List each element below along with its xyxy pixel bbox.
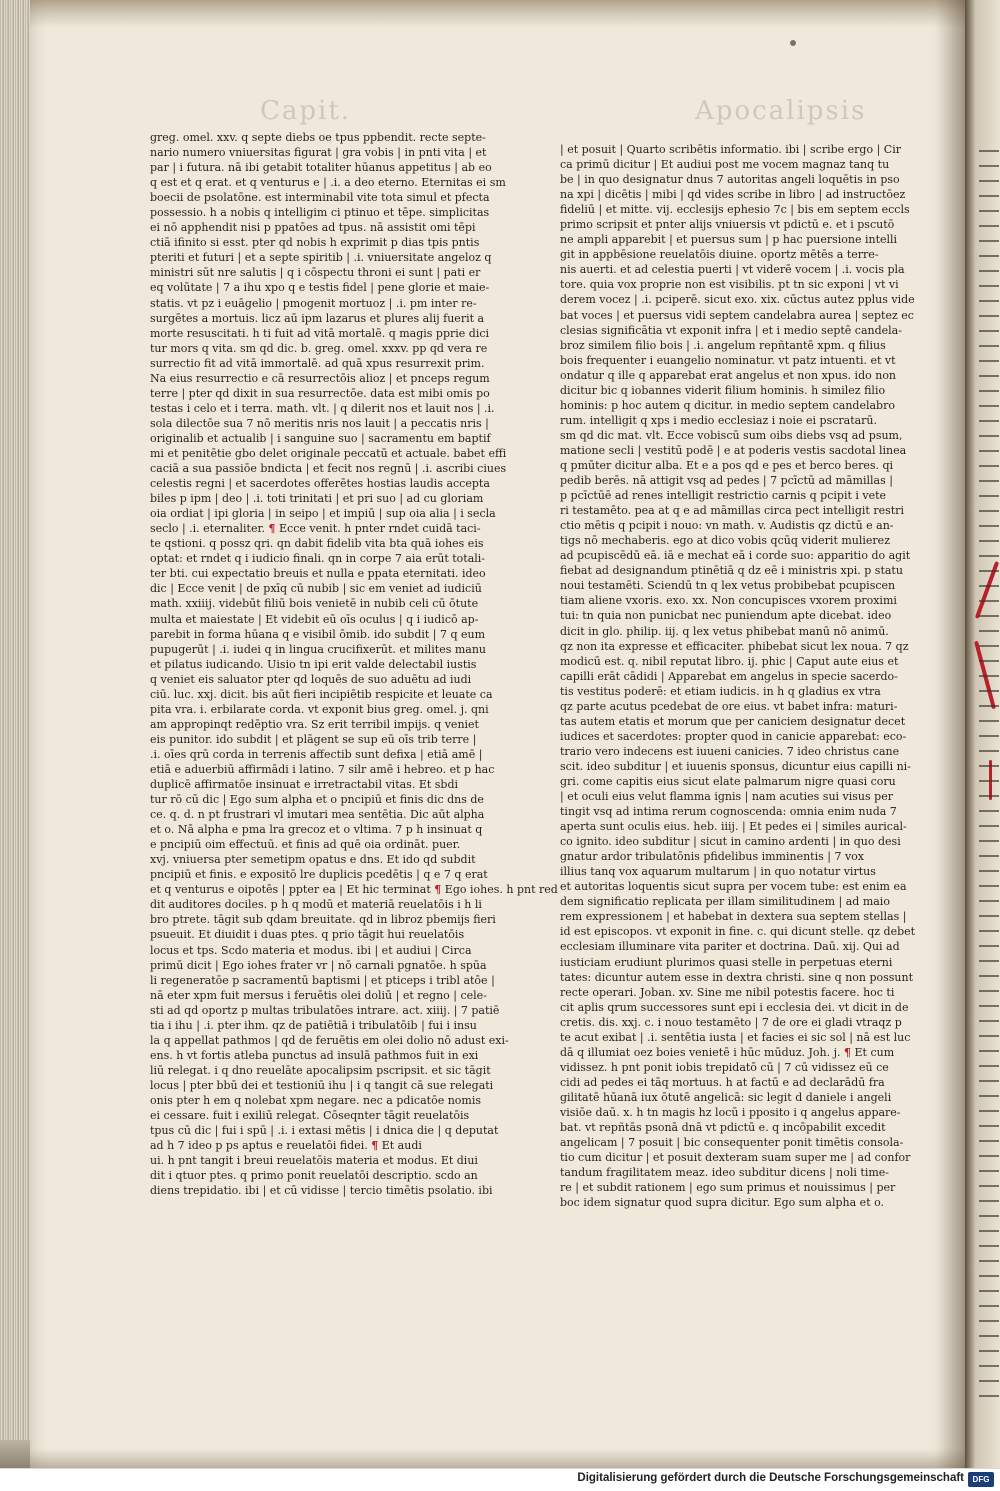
text-line: noui testamēti. Sciendū tn q lex vetus probibebat pcupiscen <box>560 579 896 593</box>
next-page-text-line <box>979 360 999 362</box>
text-line: tore. quia vox proprie non est visibilis. pt tn sic exponi | vt vi <box>560 278 899 292</box>
next-page-text-line <box>979 1260 999 1262</box>
text-line: tiam aliene vxoris. exo. xx. Non concupisces vxorem proximi <box>560 594 897 608</box>
text-line: ter bti. cui expectatio breuis et nulla e ppata eternitati. ideo <box>150 567 486 581</box>
text-column-left <box>150 130 558 1198</box>
next-page-text-line <box>979 420 999 422</box>
next-page-text-line <box>979 660 999 662</box>
text-line: et o. Nā alpha e pma lra grecoz et o vltima. 7 p h insinuat q <box>150 823 483 837</box>
next-page-text-line <box>979 1320 999 1322</box>
text-line: possessio. h a nobis q intelligim ci ptinuo et tēpe. simplicitas <box>150 206 490 220</box>
text-line: modicū est. q. nibil reputat libro. ij. phic | Caput aute eius et <box>560 654 899 668</box>
next-page-text-line <box>979 780 999 782</box>
text-line: na xpi | dicētis | mibi | qd vides scribe in libro | ad instructōez <box>560 188 906 202</box>
next-page-text-line <box>979 615 999 617</box>
next-page-text-line <box>979 1110 999 1112</box>
text-line: dic | Ecce venit | de pxīq cū nubib | sic em veniet ad iudiciū <box>150 582 482 596</box>
next-page-text-line <box>979 735 999 737</box>
text-line: fiebat ad designandum ptinētiā q dz eē i ministris xpi. p statu <box>560 564 903 578</box>
text-line: ecclesiam illuminare vita pariter et doctrina. Daū. xij. Qui ad <box>560 940 900 954</box>
text-line: q est et q erat. et q venturus e | .i. a deo eterno. Eternitas ei sm <box>150 176 506 190</box>
text-line: tingit vsq ad intima rerum cognoscenda: omnia enim nuda 7 <box>560 805 897 819</box>
text-line: tur mors q vita. sm qd dic. b. greg. omel. xxxv. pp qd vera re <box>150 341 488 355</box>
text-line: et autoritas loquentis sicut supra per vocem tube: est enim ea <box>560 880 907 894</box>
next-page-text-line <box>979 855 999 857</box>
next-page-text-line <box>979 1050 999 1052</box>
text-line: sti ad qd oportz p multas tribulatōes intrare. act. xiiij. | 7 patiē <box>150 1003 500 1017</box>
text-line: par | i futura. nā ibi getabit totaliter hūanus appetitus | ab eo <box>150 161 492 175</box>
next-page-text-line <box>979 705 999 707</box>
next-page-text-line <box>979 225 999 227</box>
text-line: scit. ideo subditur | et iuuenis sponsus, dicuntur eius capilli ni- <box>560 759 911 773</box>
text-column-right <box>560 142 942 1210</box>
next-page-text-line <box>979 390 999 392</box>
text-line: tia i ihu | .i. pter ihm. qz de patiētiā i tribulatōib | fui i insu <box>150 1018 477 1032</box>
text-line: | et posuit | Quarto scribētis informatio. ibi | scribe ergo | Cir <box>560 143 901 156</box>
text-line: dā q illumiat oez boies venietē i hūc mūduz. Joh. j. ¶ Et cum <box>560 1045 895 1059</box>
text-line: onis pter h em q nolebat xpm negare. nec a pdicatōe nomis <box>150 1094 482 1107</box>
next-page-text-line <box>979 570 999 572</box>
next-page-text-line <box>979 1035 999 1037</box>
next-page-text-line <box>979 150 999 152</box>
text-line: te qstioni. q possz qri. qn dabit fidelib vita bta quā iohes eis <box>150 537 484 551</box>
next-page-text-line <box>979 255 999 257</box>
text-line: Na eius resurrectio e cā resurrectōis alioz | et pnceps regum <box>150 371 490 385</box>
next-page-text-line <box>979 315 999 317</box>
text-line: eq volūtate | 7 a ihu xpo q e testis fidel | pene glorie et maie- <box>150 281 490 295</box>
text-line: illius tanq vox aquarum multarum | in quo notatur virtus <box>560 865 876 879</box>
text-line: qz parte acutus pcedebat de ore eius. vt babet infra: maturi- <box>560 699 898 713</box>
next-page-text-line <box>979 810 999 812</box>
text-line: primo scripsit et pnter alijs vniuersis vt pdictū e. et i pscutō <box>560 218 895 232</box>
text-line: primū dicit | Ego iohes frater vr | nō carnali pgnatōe. h spūa <box>150 958 487 972</box>
next-page-text-line <box>979 585 999 587</box>
page-edges-left <box>0 0 30 1468</box>
next-page-text-line <box>979 825 999 827</box>
text-line: math. xxiiij. videbūt filiū bois venietē in nubib celi cū ōtute <box>150 597 479 611</box>
text-line: cit aplis qrum successores sunt epi i ecclesia dei. vt dicit in de <box>560 1000 909 1014</box>
text-line: seclo | .i. eternaliter. ¶ Ecce venit. h pnter rndet cuidā taci- <box>150 522 481 536</box>
text-line: locus et tps. Scdo materia et modus. ibi | et audiui | Circa <box>150 943 472 957</box>
text-line: morte resuscitati. h ti fuit ad vitā mortalē. q magis pprie dici <box>150 326 490 340</box>
next-page-text-line <box>979 1080 999 1082</box>
text-line: pita vra. i. erbilarate corda. vt exponit bius greg. omel. j. qni <box>150 702 489 716</box>
next-page-text-line <box>979 555 999 557</box>
next-page-text-line <box>979 1305 999 1307</box>
text-line: locus | pter bbū dei et testioniū ihu | i q tangit cā sue relegati <box>150 1078 494 1092</box>
text-line: ad h 7 ideo p ps aptus e reuelatōi fidei. ¶ Et audi <box>150 1139 422 1153</box>
text-line: bro ptrete. tāgit sub qdam breuitate. qd in libroz pbemijs fieri <box>150 913 496 927</box>
text-line: cretis. dis. xxj. c. i nouo testamēto | 7 de ore ei gladi vtraqz p <box>560 1015 902 1029</box>
text-line: oia ordiat | ipi gloria | in seipo | et impiū | sup oia alia | i secla <box>150 507 496 521</box>
text-line: gri. come capitis eius sicut elate palmarum nigre quasi coru <box>560 774 896 788</box>
text-line: psueuit. Et diuidit i duas ptes. q prio tāgit hui reuelatōis <box>150 928 465 942</box>
text-line: visiōe daū. x. h tn magis hz locū i pposito i q angelus appare- <box>560 1106 901 1119</box>
text-line: biles p ipm | deo | .i. toti trinitati | et pri suo | ad cu gloriam <box>150 492 484 506</box>
text-line: greg. omel. xxv. q septe diebs oe tpus ppbendit. recte septe- <box>150 131 486 144</box>
next-page-text-line <box>979 165 999 167</box>
next-page-text-line <box>979 1155 999 1157</box>
next-page-text-line <box>979 915 999 917</box>
text-line: pupugerūt | .i. iudei q in lingua crucifixerūt. et milites manu <box>150 642 487 656</box>
text-line: pedib berēs. nā attigit vsq ad pedes | 7 pcīctū ad māmillas | <box>560 474 893 488</box>
text-line: gilitatē hūanā iux ōtutē angelicā: sic legit d daniele i angeli <box>560 1090 892 1104</box>
next-page-text-line <box>979 525 999 527</box>
text-line: parebit in forma hūana q e visibil ōmib. ido subdit | 7 q eum <box>150 627 486 641</box>
next-page-text-line <box>979 1350 999 1352</box>
book-page <box>30 0 965 1468</box>
text-line: duplicē affirmatōe insinuat e irretractabil vitas. Et sbdi <box>150 778 459 792</box>
next-page-text-line <box>979 720 999 722</box>
next-page-text-line <box>979 885 999 887</box>
text-line: iudices et sacerdotes: propter quod in canicie apparebat: eco- <box>560 729 907 743</box>
text-line: statis. vt pz i euāgelio | pmogenit mortuoz | .i. pm inter re- <box>150 296 477 310</box>
text-line: originalib et actualib | i sanguine suo | sacramentu em baptif <box>150 431 491 445</box>
text-line: sm qd dic mat. vlt. Ecce vobiscū sum oibs diebs vsq ad psum, <box>560 428 903 442</box>
next-page-text-line <box>979 675 999 677</box>
text-line: dicitur bic q iobannes viderit filium hominis. h similez filio <box>560 383 886 397</box>
next-page-text-line <box>979 285 999 287</box>
text-line: .i. oīes qrū corda in terrenis affectib sunt defixa | etiā amē | <box>150 747 483 761</box>
text-line: nis auerti. et ad celestia puerti | vt viderē vocem | .i. vocis pla <box>560 263 905 277</box>
next-page-text-line <box>979 1200 999 1202</box>
text-line: matione secli | vestitū podē | e at poderis vestis sacdotal linea <box>560 443 907 457</box>
text-line: boc idem signatur quod supra dicitur. Ego sum alpha et o. <box>560 1196 885 1210</box>
text-line: surrectio fit ad vitā immortalē. ad quā xpus resurrexit prim. <box>150 356 485 370</box>
text-line: dit i qtuor ptes. q primo ponit reuelatōi descriptio. scdo an <box>150 1169 478 1183</box>
text-line: co ignito. ideo subditur | sicut in camino ardenti | in quo desi <box>560 835 901 849</box>
text-line: trario vero indecens est iuueni canicies. 7 ideo christus cane <box>560 744 900 758</box>
text-line: hominis: p hoc autem q dicitur. in medio septem candelabro <box>560 398 895 412</box>
text-line: celestis regni | et sacerdotes offerētes hostias laudis accepta <box>150 477 490 491</box>
text-line: tur rō cū dic | Ego sum alpha et o pncipiū et finis dic dns de <box>150 793 484 807</box>
text-line: p pcīctūē ad renes intelligit restrictio carnis q pcipit i vete <box>560 489 887 503</box>
text-line: q veniet eis saluator pter qd loquēs de suo aduētu ad iudi <box>150 672 472 686</box>
text-line: tio cum dicitur | et posuit dexteram suam super me | ad confor <box>560 1151 911 1165</box>
text-line: bat voces | et puersus vidi septem candelabra aurea | septez ec <box>560 308 914 322</box>
text-line: pncipiū et finis. e expositō lre duplicis pcedētis | q e 7 q erat <box>150 868 488 882</box>
next-page-text-line <box>979 270 999 272</box>
text-line: git in appbēsione reuelatōis diuine. oportz mētēs a terre- <box>560 248 879 262</box>
next-page-text-line <box>979 345 999 347</box>
text-line: ad pcupiscēdū eā. iā e mechat eā i corde suo: apparitio do agit <box>560 549 911 563</box>
next-page-text-line <box>979 1290 999 1292</box>
text-line: ctio mētis q pcipit i nouo: vn math. v. Audistis qz dictū e an- <box>560 519 894 533</box>
text-line: bois frequenter i euangelio nominatur. vt patz intuenti. et vt <box>560 353 896 367</box>
next-page-text-line <box>979 870 999 872</box>
page-mark-dot <box>790 40 796 46</box>
next-page-text-line <box>979 840 999 842</box>
text-line: angelicam | 7 posuit | bic consequenter ponit timētis consola- <box>560 1136 904 1150</box>
next-page-text-line <box>979 435 999 437</box>
next-page-text-line <box>979 765 999 767</box>
text-line: etiā e aduerbiū affirmādi i latino. 7 silr amē i hebreo. et p hac <box>150 762 495 776</box>
text-line: la q appellat pathmos | qd de feruētis em olei dolio nō adust exi- <box>150 1033 509 1047</box>
text-line: tis vestitus poderē: et etiam iudicis. in h q gladius ex vtra <box>560 684 881 698</box>
next-page-text-line <box>979 1185 999 1187</box>
next-page-text-line <box>979 945 999 947</box>
text-line: diens trepidatio. ibi | et cū vidisse | tercio timētis psolatio. ibi <box>150 1184 493 1198</box>
next-page-text-line <box>979 630 999 632</box>
text-line: ri testamēto. pea at q e ad māmillas circa pect intelligit restri <box>560 504 904 518</box>
next-page-text-line <box>979 1065 999 1067</box>
text-line: aperta sunt oculis eius. heb. iiij. | Et pedes ei | similes aurical- <box>560 820 907 834</box>
text-line: multa et maiestate | Et videbit eū oīs oculus | q i iudicō ap- <box>150 612 479 626</box>
next-page-text-line <box>979 450 999 452</box>
next-page-text-line <box>979 1365 999 1367</box>
next-page-text-line <box>979 300 999 302</box>
next-page-text-line <box>979 480 999 482</box>
next-page-text-line <box>979 1020 999 1022</box>
dfg-logo-icon: DFG <box>968 1472 994 1487</box>
text-line: dit auditores dociles. p h q modū et materiā reuelatōis i h li <box>150 898 482 912</box>
footer-bar <box>0 1468 1000 1491</box>
text-line: dem significatio replicata per illam similitudinem | ad maio <box>560 895 890 909</box>
next-page-text-line <box>979 240 999 242</box>
text-line: testas i celo et i terra. math. vlt. | q dilerit nos et lauit nos | .i. <box>150 401 495 415</box>
text-line: mi et penitētie gbo delet originale peccatū et actuale. babet effi <box>150 446 507 460</box>
text-line: fideliū | et mitte. vij. ecclesijs ephesio 7c | bis em septem eccls <box>560 203 910 217</box>
next-page-text-line <box>979 600 999 602</box>
next-page-text-line <box>979 1215 999 1217</box>
next-page-text-line <box>979 975 999 977</box>
text-line: clesias significātia vt exponit infra | et i medio septē candela- <box>560 323 902 337</box>
text-line: broz similem filio bois | .i. angelum repñtantē xpm. q filius <box>560 338 886 352</box>
text-line: tas autem etatis et morum que per caniciem designatur decet <box>560 714 906 728</box>
text-line: optat: et rndet q i iudicio finali. qn in corpe 7 aia erūt totali- <box>150 552 486 566</box>
text-line: e pncipiū oim effectuū. et finis ad quē oia ordināt. puer. <box>150 838 461 852</box>
next-page-text-line <box>979 210 999 212</box>
text-line: ce. q. d. n pt frustrari vl imutari mea sentētia. Dic aūt alpha <box>150 808 485 822</box>
text-line: ens. h vt fortis atleba punctus ad insulā pathmos fuit in exi <box>150 1048 479 1062</box>
text-line: id est episcopos. vt exponit in fine. c. qui dicunt stelle. qz debet <box>560 925 916 939</box>
text-line: boecii de psolatōne. est interminabil vite tota simul et pfecta <box>150 191 490 205</box>
text-line: ui. h pnt tangit i breui reuelatōis materia et modus. Et diui <box>150 1154 478 1168</box>
text-line: nā eter xpm fuit mersus i feruētis olei doliū | et regno | cele- <box>150 988 487 1002</box>
text-line: cidi ad pedes ei tāq mortuus. h at factū e ad declarādū fra <box>560 1075 885 1089</box>
next-page-text-line <box>979 960 999 962</box>
text-line: ciū. luc. xxj. dicit. bis aūt fieri incipiētib respicite et leuate ca <box>150 687 493 701</box>
funding-credit: Digitalisierung gefördert durch die Deutsche Forschungsgemeinschaft <box>577 1472 964 1484</box>
text-line: tates: dicuntur autem esse in dextra christi. sine q non possunt <box>560 970 914 984</box>
text-line: te acut exibat | .i. sentētia iusta | et facies ei sic sol | nā est luc <box>560 1030 911 1044</box>
page-top-shadow <box>30 0 965 28</box>
next-page-text-line <box>979 1125 999 1127</box>
text-line: re | et subdit rationem | ego sum primus et nouissimus | per <box>560 1181 896 1195</box>
text-line: caciā a sua passiōe bndicta | et fecit nos regnū | .i. ascribi ciues <box>150 462 507 476</box>
text-line: derem vocez | .i. pciperē. sicut exo. xix. cūctus autez pplus vide <box>560 293 915 307</box>
next-page-edge <box>965 0 1000 1468</box>
text-line: recte operari. Joban. xv. Sine me nibil potestis facere. hoc ti <box>560 985 895 999</box>
text-line: am appropinqt redēptio vra. Sz erit terribil impijs. q veniet <box>150 717 479 731</box>
text-line: vidissez. h pnt ponit iobis trepidatō cū | 7 cū vidissez eū ce <box>560 1060 889 1074</box>
text-line: ei cessare. fuit i exiliū relegat. Cōseqnter tāgit reuelatōis <box>150 1109 470 1123</box>
text-line: nario numero vniuersitas figurat | gra vobis | in pnti vita | et <box>150 146 487 160</box>
next-page-text-line <box>979 1005 999 1007</box>
next-page-text-line <box>979 465 999 467</box>
text-line: dicit in glo. philip. iij. q lex vetus phibebat manū nō animū. <box>560 624 889 638</box>
next-page-text-line <box>979 930 999 932</box>
next-page-text-line <box>979 510 999 512</box>
next-page-text-line <box>979 1380 999 1382</box>
text-line: terre | pter qd dixit in sua resurrectōe. data est mibi omis po <box>150 386 490 400</box>
text-line: ondatur q ille q apparebat erat angelus et non xpus. ido non <box>560 368 897 382</box>
text-line: ne ampli apparebit | et puersus sum | p hac puersione intelli <box>560 233 898 247</box>
text-line: ctiā ifinito si esst. pter qd nobis h exprimit p dias tpis pntis <box>150 236 480 250</box>
text-line: rem expressionem | et habebat in dextera sua septem stellas | <box>560 910 907 924</box>
text-line: qz non ita expresse et efficaciter. phibebat sicut lex noua. 7 qz <box>560 639 909 653</box>
next-page-text-line <box>979 750 999 752</box>
next-page-text-line <box>979 330 999 332</box>
text-line: ei nō apphendit nisi p ppatōes ad tpus. nā assistit omi tēpi <box>150 221 476 235</box>
next-page-text-line <box>979 1275 999 1277</box>
next-page-text-line <box>979 1230 999 1232</box>
text-line: iusticiam erudiunt plurimos quasi stelle in perpetuas eterni <box>560 955 893 969</box>
next-page-text-line <box>979 990 999 992</box>
text-line: bat. vt repñtās psonā dnā vt pdictū e. q incōpabilit excedit <box>560 1121 886 1135</box>
text-line: eis punitor. ido subdit | et plāgent se sup eū oīs trib terre | <box>150 732 477 746</box>
text-line: tui: tn quia non punicbat nec puniendum apte dicebat. ideo <box>560 609 892 623</box>
next-page-text-line <box>979 1140 999 1142</box>
next-page-text-line <box>979 540 999 542</box>
text-line: gnatur ardor tribulatōnis pfidelibus imminentis | 7 vox <box>560 850 864 864</box>
text-line: liū relegat. i q dno reuelāte apocalipsim pscripsit. et sic tāgit <box>150 1063 491 1077</box>
text-line: xvj. vniuersa pter semetipm opatus e dns. Et ido qd subdit <box>150 853 476 867</box>
text-line: tandum fragilitatem meaz. ideo subditur dicens | noli time- <box>560 1166 889 1180</box>
page-bottom-shadow <box>30 1448 965 1468</box>
running-head-left: Capit. <box>260 96 352 126</box>
text-line: tpus cū dic | fui i spū | .i. i extasi mētis | i dnica die | q deputat <box>150 1124 499 1138</box>
next-page-text-line <box>979 900 999 902</box>
text-line: li regeneratōe p sacramentū baptismi | et pticeps i tribl atōe | <box>150 973 495 987</box>
text-line: et q venturus e oipotēs | ppter ea | Et hic terminat ¶ Ego iohes. h pnt red <box>150 883 558 897</box>
next-page-text-line <box>979 1170 999 1172</box>
next-page-text-line <box>979 1245 999 1247</box>
text-line: capilli erāt cādidi | Apparebat em angelus in specie sacerdo- <box>560 669 898 683</box>
next-page-text-line <box>979 1095 999 1097</box>
text-line: et pilatus iudicando. Uisio tn ipi erit valde delectabil iustis <box>150 657 477 671</box>
next-page-text-line <box>979 180 999 182</box>
next-page-text-line <box>979 645 999 647</box>
text-line: | et oculi eius velut flamma ignis | nam acuties sui visus per <box>560 790 893 804</box>
text-line: ministri sūt nre salutis | q i cōspectu throni ei sunt | pati er <box>150 266 481 280</box>
next-page-text-line <box>979 375 999 377</box>
next-page-text-line <box>979 495 999 497</box>
text-line: ca primū dicitur | Et audiui post me vocem magnaz tanq tu <box>560 158 890 172</box>
next-page-text-line <box>979 690 999 692</box>
text-line: q pmūter dicitur alba. Et e a pos qd e pes et berco beres. qi <box>560 458 894 472</box>
text-line: pteriti et futuri | et a septe spiritib | .i. vniuersitate angeloz q <box>150 251 492 265</box>
text-line: rum. intelligit q xps i medio ecclesiaz i noie ei pscratarū. <box>560 413 878 427</box>
text-line: sola dilectōe sua 7 nō meritis nris nos lauit | a peccatis nris | <box>150 416 489 430</box>
text-line: be | in quo designatur dnus 7 autoritas angeli loquētis in pso <box>560 173 900 187</box>
text-line: tigs nō mechaberis. ego at dico vobis qcūq viderit mulierez <box>560 534 890 548</box>
next-page-text-line <box>979 1335 999 1337</box>
next-page-text-line <box>979 1395 999 1397</box>
next-page-text-line <box>979 195 999 197</box>
text-line: surgētes a mortuis. licz aū ipm lazarus et plures alij fuerit a <box>150 311 485 325</box>
running-head-right: Apocalipsis <box>695 96 867 126</box>
next-page-text-line <box>979 405 999 407</box>
next-page-text-line <box>979 795 999 797</box>
